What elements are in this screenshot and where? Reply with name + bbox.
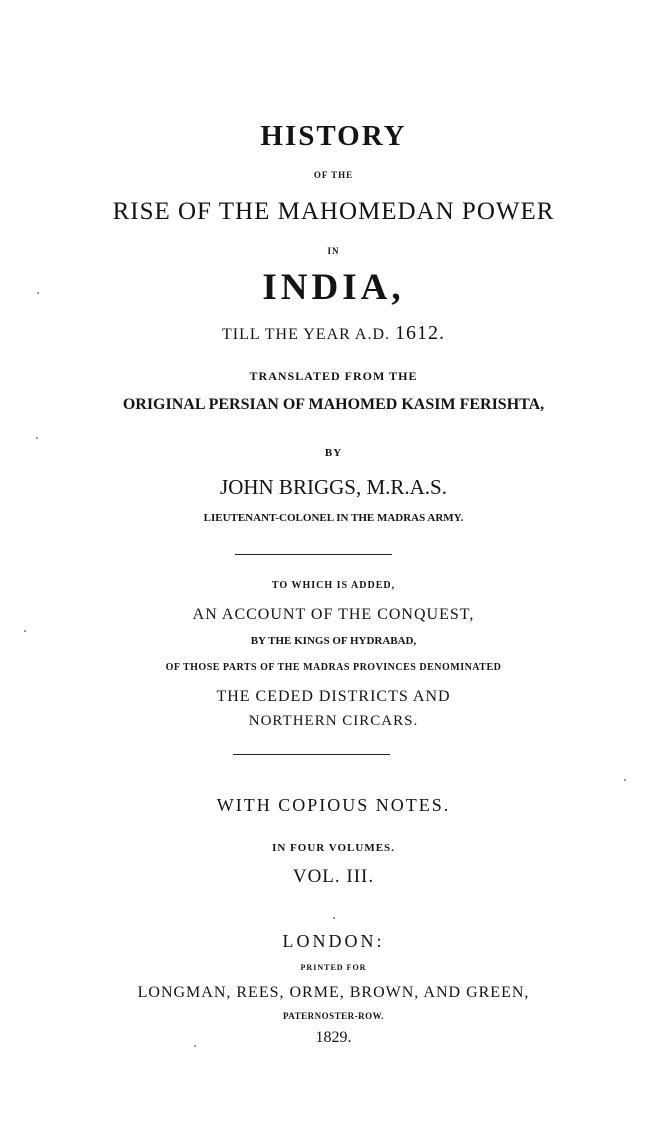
- divider-rule-2: [233, 754, 390, 755]
- of-the-small: OF THE: [313, 170, 354, 180]
- paternoster-row: PATERNOSTER-ROW.: [282, 1011, 385, 1021]
- year-1829: 1829.: [315, 1029, 352, 1046]
- original-persian: ORIGINAL PERSIAN OF MAHOMED KASIM FERISHTA,: [122, 396, 545, 413]
- volume-number: VOL. III.: [292, 866, 375, 887]
- till-year-text: TILL THE YEAR A.D.: [221, 326, 391, 343]
- year-1612: 1612.: [395, 322, 446, 344]
- northern-circars: NORTHERN CIRCARS.: [248, 713, 419, 729]
- author-name: JOHN BRIGGS, M.R.A.S.: [220, 475, 447, 499]
- by-kings: BY THE KINGS OF HYDRABAD,: [250, 635, 417, 647]
- printed-for: PRINTED FOR: [300, 963, 367, 972]
- london: LONDON:: [282, 931, 385, 951]
- of-those-parts: OF THOSE PARTS OF THE MADRAS PROVINCES DENOMINATED: [165, 662, 502, 673]
- paper-speck: [333, 917, 335, 919]
- paper-speck: [624, 779, 626, 781]
- account-conquest: AN ACCOUNT OF THE CONQUEST,: [192, 606, 475, 623]
- till-year-line: [0, 322, 667, 345]
- ceded-districts: THE CEDED DISTRICTS AND: [216, 688, 451, 705]
- to-which-added: TO WHICH IS ADDED,: [271, 580, 396, 591]
- paper-speck: [24, 630, 26, 632]
- rise-line: RISE OF THE MAHOMEDAN POWER: [112, 198, 555, 225]
- copious-notes: WITH COPIOUS NOTES.: [216, 795, 451, 815]
- by-small: BY: [324, 447, 343, 459]
- divider-rule-1: [235, 554, 392, 555]
- paper-speck: [36, 437, 38, 439]
- paper-speck: [194, 1045, 196, 1047]
- in-small: IN: [327, 246, 340, 256]
- four-volumes: IN FOUR VOLUMES.: [272, 842, 395, 854]
- title-india: INDIA,: [262, 267, 405, 308]
- title-history: HISTORY: [260, 120, 407, 152]
- translated-from: TRANSLATED FROM THE: [249, 369, 418, 383]
- author-rank: LIEUTENANT-COLONEL IN THE MADRAS ARMY.: [203, 512, 464, 524]
- paper-speck: [37, 292, 39, 294]
- publishers: LONGMAN, REES, ORME, BROWN, AND GREEN,: [137, 984, 530, 1001]
